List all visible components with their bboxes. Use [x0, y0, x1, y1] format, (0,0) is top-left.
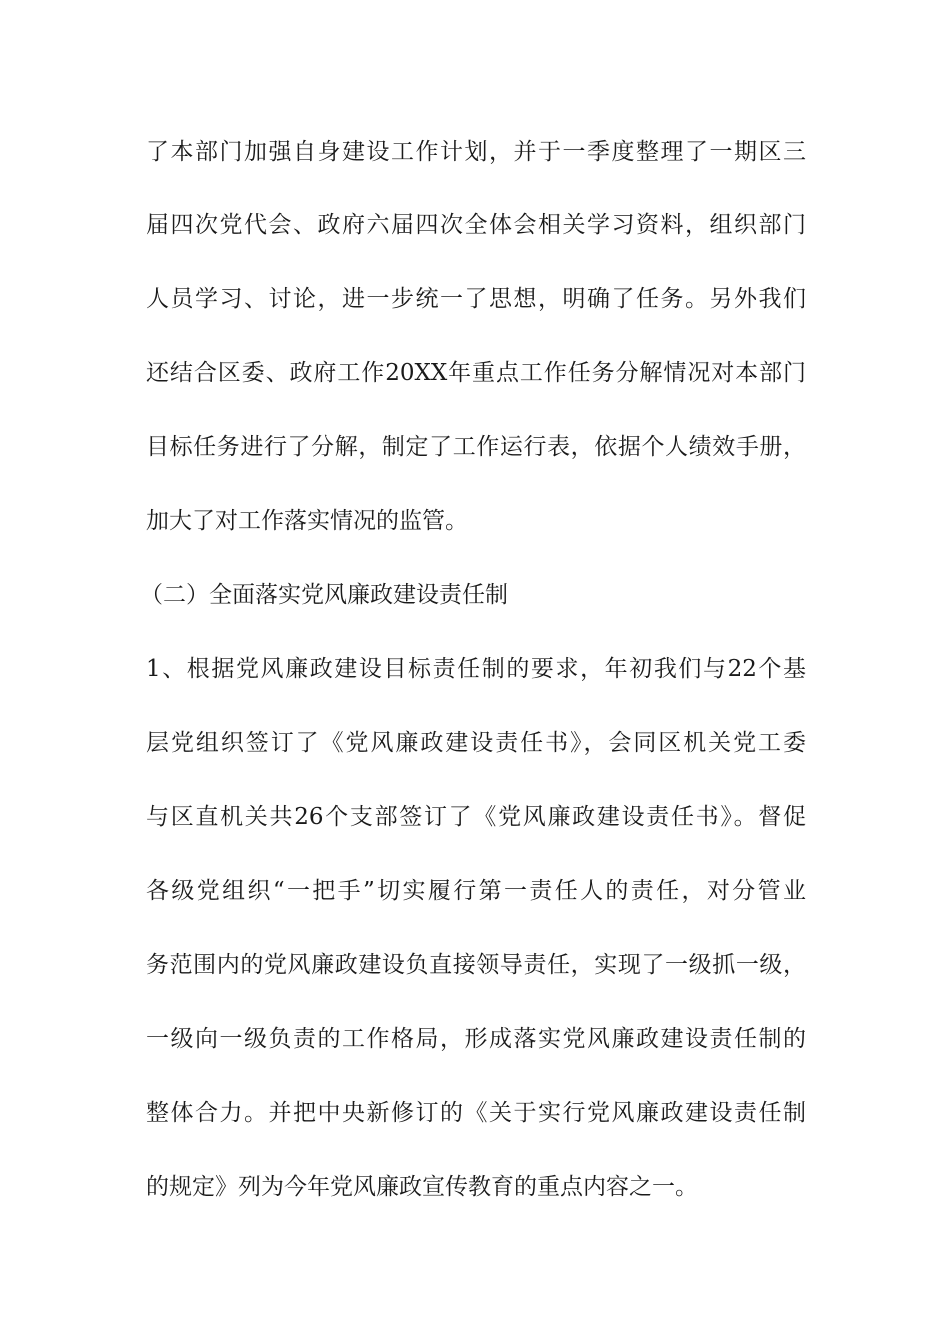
text-line: 还结合区委、政府工作20XX年重点工作任务分解情况对本部门: [146, 360, 806, 386]
text-line: 1、根据党风廉政建设目标责任制的要求，年初我们与22个基: [146, 656, 806, 682]
text-line: 务范围内的党风廉政建设负直接领导责任，实现了一级抓一级，: [146, 952, 806, 978]
section-heading: （二）全面落实党风廉政建设责任制: [140, 582, 508, 608]
text-line: 层党组织签订了《党风廉政建设责任书》，会同区机关党工委: [146, 730, 806, 756]
text-line: 目标任务进行了分解，制定了工作运行表，依据个人绩效手册，: [146, 434, 806, 460]
text-line: 各级党组织“一把手”切实履行第一责任人的责任，对分管业: [146, 878, 806, 904]
text-line: 的规定》列为今年党风廉政宣传教育的重点内容之一。: [146, 1174, 698, 1200]
text-line: 与区直机关共26个支部签订了《党风廉政建设责任书》。督促: [146, 804, 806, 830]
text-line: 人员学习、讨论，进一步统一了思想，明确了任务。另外我们: [146, 286, 806, 312]
text-line: 加大了对工作落实情况的监管。: [146, 508, 468, 534]
text-line: 届四次党代会、政府六届四次全体会相关学习资料，组织部门: [146, 212, 806, 238]
text-line: 一级向一级负责的工作格局，形成落实党风廉政建设责任制的: [146, 1026, 806, 1052]
text-line: 了本部门加强自身建设工作计划，并于一季度整理了一期区三: [146, 139, 806, 165]
text-line: 整体合力。并把中央新修订的《关于实行党风廉政建设责任制: [146, 1100, 806, 1126]
